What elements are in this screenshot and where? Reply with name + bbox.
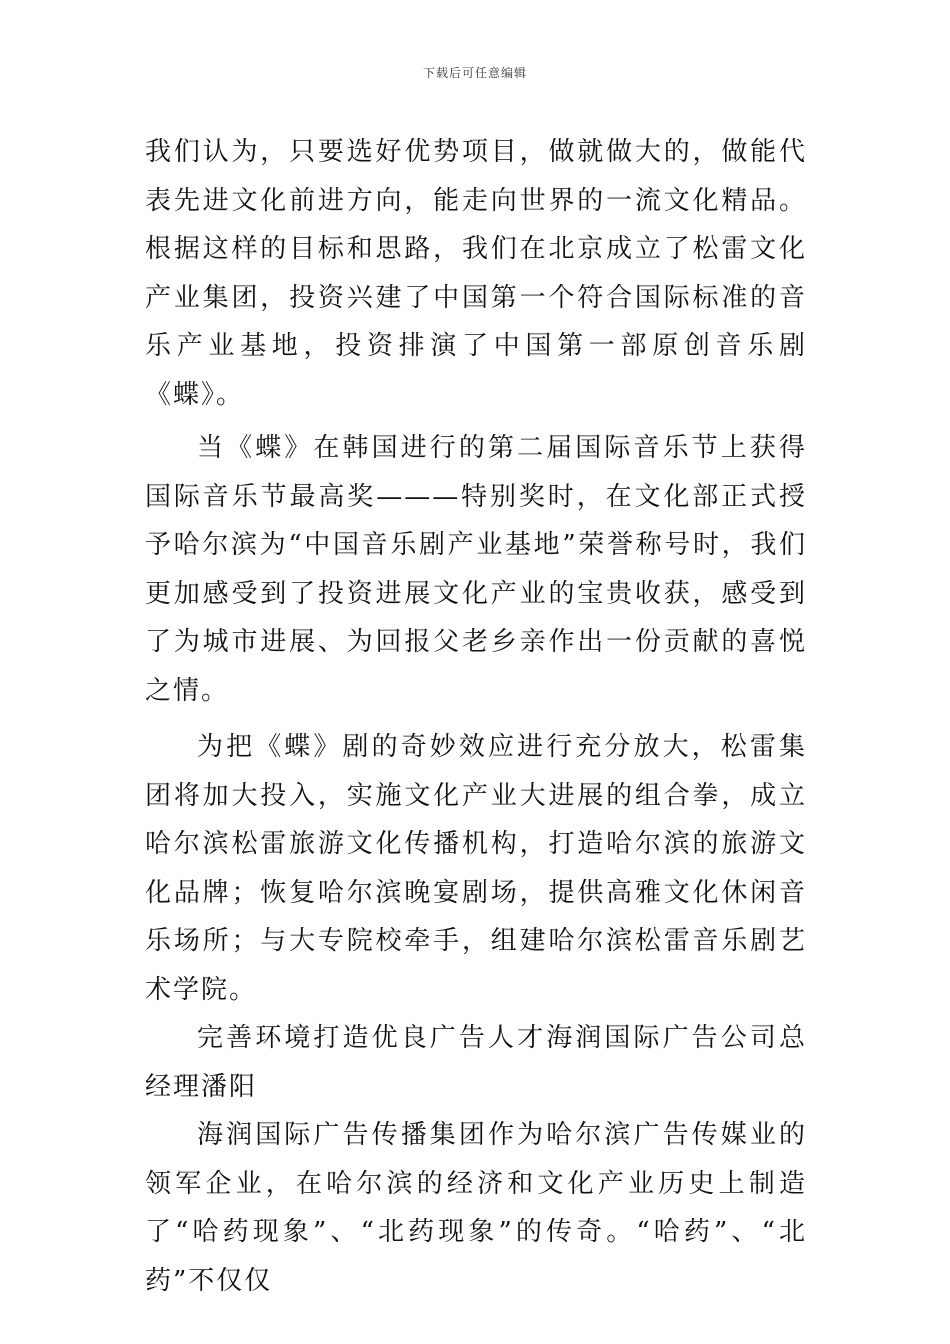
paragraph-5: 海润国际广告传播集团作为哈尔滨广告传媒业的领军企业，在哈尔滨的经济和文化产业历史上制造了“哈药现象”、“北药现象”的传奇。“哈药”、“北药”不仅仅 [145, 1120, 807, 1296]
paragraph-4: 完善环境打造优良广告人才海润国际广告公司总经理潘阳 [145, 1023, 807, 1102]
text-block-3 [145, 723, 807, 1305]
text-block-1 [145, 128, 807, 419]
paragraph-3: 为把《蝶》剧的奇妙效应进行充分放大，松雷集团将加大投入，实施文化产业大进展的组合拳，成立哈尔滨松雷旅游文化传播机构，打造哈尔滨的旅游文化品牌；恢复哈尔滨晚宴剧场，提供高雅文化休闲音乐场所；与大专院校牵手，组建哈尔滨松雷音乐剧艺术学院。 [145, 732, 807, 1005]
text-block-2 [145, 424, 807, 715]
paragraph-1: 我们认为，只要选好优势项目，做就做大的，做能代表先进文化前进方向，能走向世界的一流文化精品。根据这样的目标和思路，我们在北京成立了松雷文化产业集团，投资兴建了中国第一个符合国际标准的音乐产业基地，投资排演了中国第一部原创音乐剧《蝶》。 [145, 137, 807, 410]
header-note: 下载后可任意编辑 [422, 66, 527, 80]
paragraph-2: 当《蝶》在韩国进行的第二届国际音乐节上获得国际音乐节最高奖———特别奖时，在文化部正式授予哈尔滨为“中国音乐剧产业基地”荣誉称号时，我们更加感受到了投资进展文化产业的宝贵收获，感受到了为城市进展、为回报父老乡亲作出一份贡献的喜悦之情。 [145, 433, 807, 706]
